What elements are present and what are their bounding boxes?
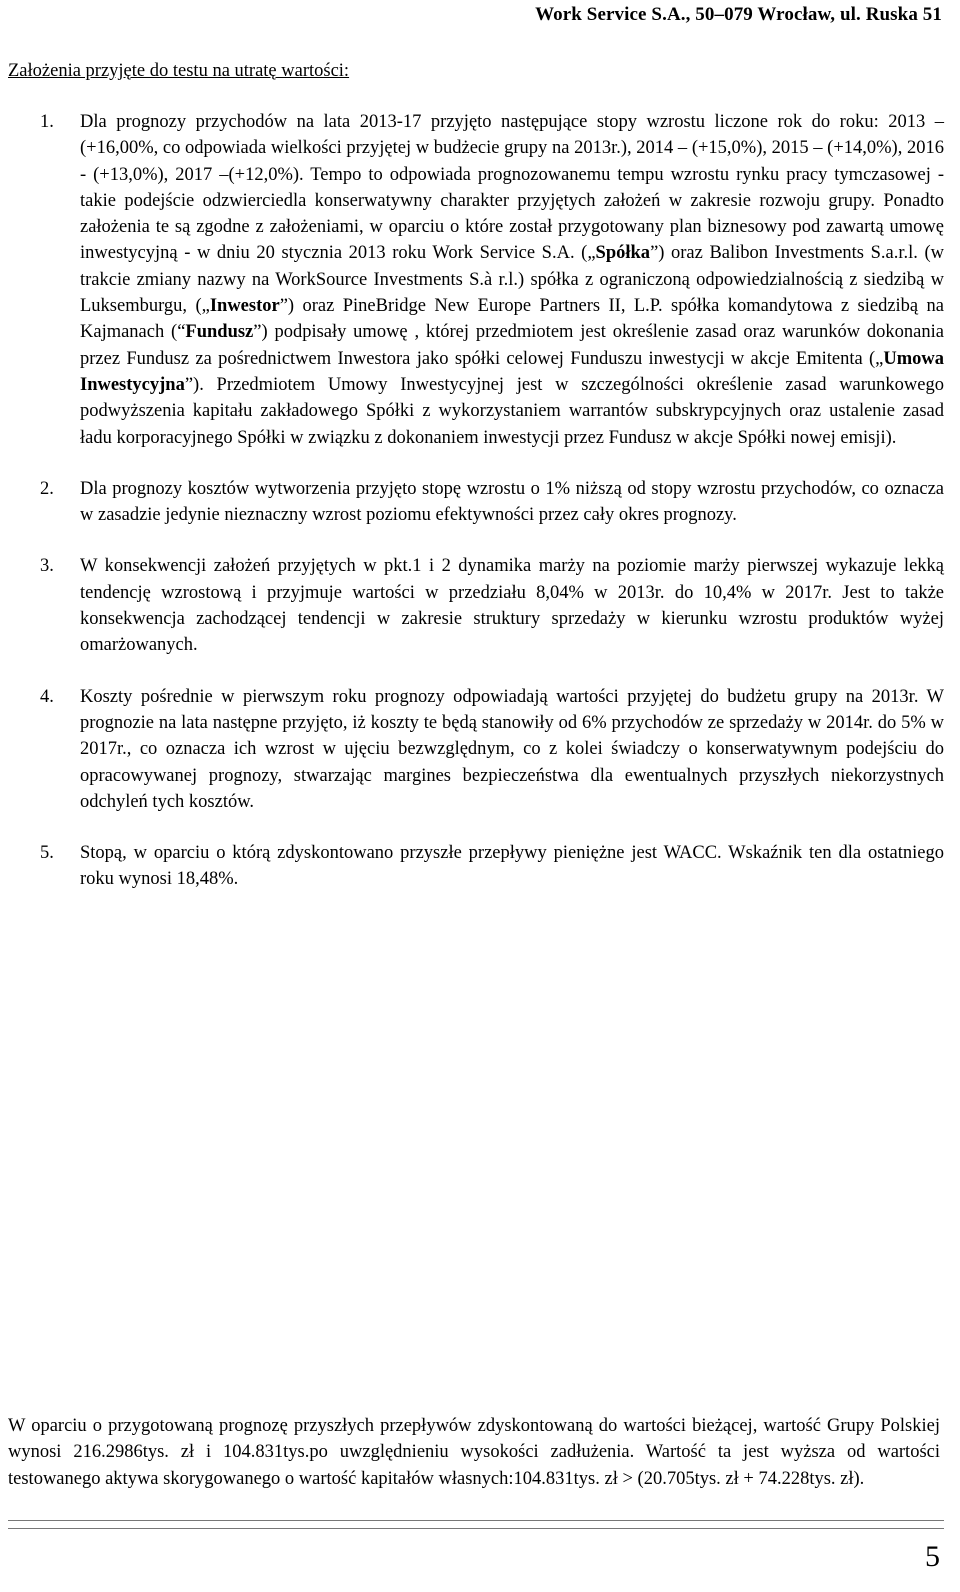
item-number: 2. bbox=[40, 478, 54, 499]
item-text: Dla prognozy kosztów wytworzenia przyjęto stopę wzrostu o 1% niższą od stopy wzrostu przychodów, co oznacza w zasadzie jedynie nieznaczny wzrost poziomu efektywności przez cały okres prognozy. bbox=[80, 478, 944, 526]
item-text: Stopą, w oparciu o którą zdyskontowano przyszłe przepływy pieniężne jest WACC. Wskaźnik ten dla ostatniego roku wynosi 18,48%. bbox=[80, 843, 944, 890]
page-header: Work Service S.A., 50–079 Wrocław, ul. Ruska 51 bbox=[535, 4, 942, 25]
list-item bbox=[8, 109, 944, 451]
item-number: 1. bbox=[40, 112, 54, 132]
bold-term: Umowa Inwestycyjna bbox=[80, 348, 944, 395]
section-title: Założenia przyjęte do testu na utratę wartości: bbox=[8, 61, 350, 81]
list-item bbox=[8, 684, 944, 815]
page-number: 5 bbox=[925, 1540, 940, 1573]
summary-paragraph: W oparciu o przygotowaną prognozę przyszłych przepływów zdyskontowaną do wartości bieżącej, wartość Grupy Polskiej wynosi 216.2986tys. zł i 104.831tys.po uwzględnieniu wysokości zadłużenia. Wartość ta jest wyższa od wartości testowanego aktywa skorygowanego o wartość kapitałów własnych:104.831tys. zł > (20.705tys. zł + 74.228tys. zł). bbox=[8, 1416, 940, 1489]
list-item bbox=[8, 840, 944, 893]
list-item bbox=[8, 476, 944, 529]
item-text: W konsekwencji założeń przyjętych w pkt.1 i 2 dynamika marży na poziomie marży pierwszej wykazuje lekką tendencję wzrostową i przyjmuje wartości w przedziału 8,04% w 2013r. do 10,4% w 2017r. Jest to także konsekwencja zachodzącej tendencji w zakresie struktury sprzedaży w kierunku wzrostu produktów wyżej omarżowanych. bbox=[80, 556, 944, 656]
bold-term: Fundusz bbox=[185, 322, 254, 343]
text-run: ”). Przedmiotem Umowy Inwestycyjnej jest w szczególności określenie zasad warunkowego podwyższenia kapitału zakładowego Spółki z wykorzystaniem warrantów subskrypcyjnych oraz ustalenie zasad ładu korporacyjnego Spółki w związku z dokonaniem inwestycji przez Fundusz w akcje Spółki nowej emisji). bbox=[80, 374, 944, 448]
text-run: ”) oraz Balibon Investments S.a.r.l. (w trakcie zmiany nazwy na WorkSource Investments S.à r.l.) spółka z ograniczoną odpowiedzialnością z siedzibą w Luksemburgu, („ bbox=[80, 243, 944, 317]
assumptions-list bbox=[8, 109, 944, 918]
text-run: Dla prognozy przychodów na lata 2013-17 przyjęto następujące stopy wzrostu liczone rok do roku: 2013 – (+16,00%, co odpowiada wielkości przyjętej w budżecie grupy na 2013r.), 2014 – (+15,0%), 2015 – (+14,0%), 2016 - (+13,0%), 2017 –(+12,0%). Tempo to odpowiada prognozowanemu tempu wzrostu rynku pracy tymczasowej - takie podejście odzwierciedla konserwatywny charakter przyjętych założeń w zakresie rozwoju grupy. Ponadto założenia te są zgodne z założeniami, w oparciu o które został przygotowany plan biznesowy pod zawartą umowę inwestycyjną - w dniu 20 stycznia 2013 roku Work Service S.A. („ bbox=[80, 112, 944, 264]
item-number: 5. bbox=[40, 843, 54, 864]
item-number: 3. bbox=[40, 556, 54, 577]
list-item bbox=[8, 553, 944, 658]
bold-term: Inwestor bbox=[209, 296, 280, 317]
item-text bbox=[80, 109, 944, 451]
footer-divider bbox=[8, 1520, 944, 1529]
text-run: ”) oraz PineBridge New Europe Partners II, L.P. spółka komandytowa z siedzibą na Kajmanach (“ bbox=[80, 296, 944, 343]
text-run: ”) podpisały umowę , której przedmiotem jest określenie zasad oraz warunków dokonania przez Fundusz za pośrednictwem Inwestora jako spółki celowej Funduszu inwestycji w akcje Emitenta („ bbox=[80, 322, 944, 369]
item-number: 4. bbox=[40, 686, 54, 707]
item-text: Koszty pośrednie w pierwszym roku prognozy odpowiadają wartości przyjętej do budżetu grupy na 2013r. W prognozie na lata następne przyjęto, iż koszty te będą stanowiły od 6% przychodów ze sprzedaży w 2014r. do 5% w 2017r., co oznacza ich wzrost w ujęciu bezwzględnym, co z kolei świadczy o konserwatywnym podejściu do opracowywanej prognozy, stwarzając margines bezpieczeństwa dla ewentualnych przyszłych niekorzystnych odchyleń tych kosztów. bbox=[80, 686, 944, 812]
bold-term: Spółka bbox=[595, 243, 651, 264]
